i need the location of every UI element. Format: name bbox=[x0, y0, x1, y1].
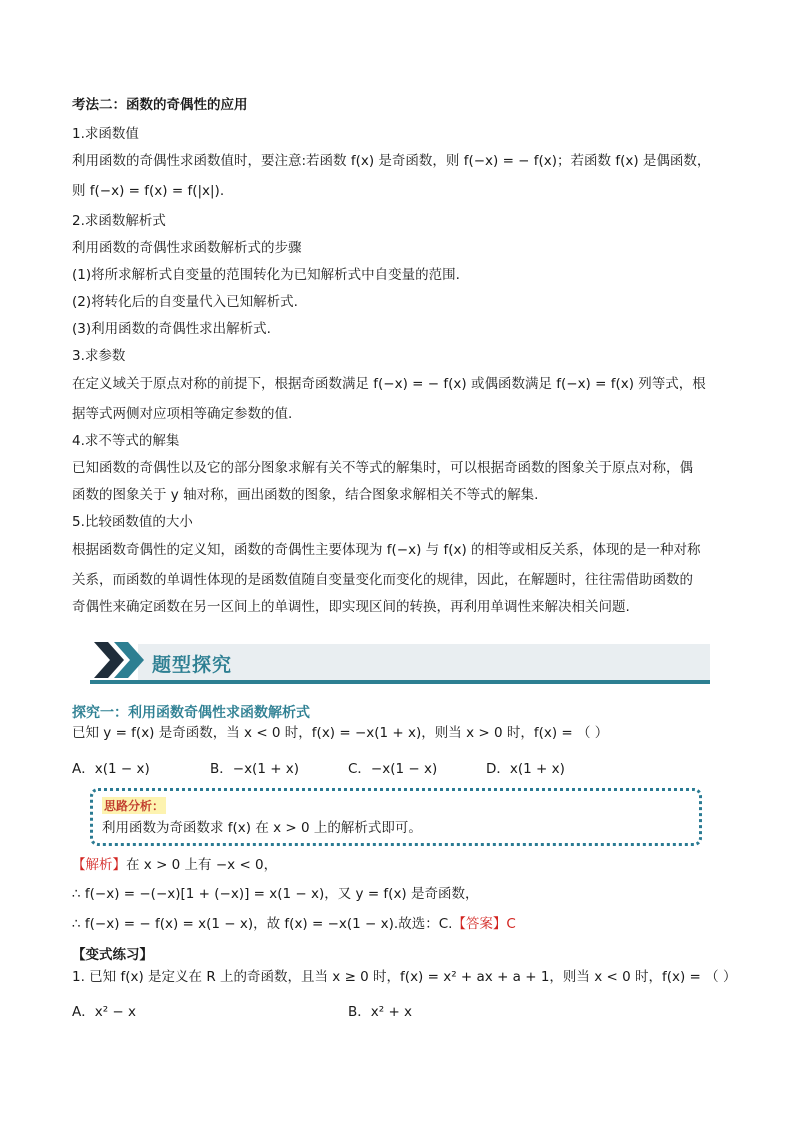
paragraph-3a: 在定义域关于原点对称的前提下，根据奇函数满足 f(−x) = − f(x) 或偶函数满足 f(−x) = f(x) 列等式，根 bbox=[72, 376, 706, 392]
variant-option-a: A．x² − x bbox=[72, 1004, 137, 1020]
variant-option-b: B．x² + x bbox=[348, 1004, 413, 1020]
paragraph-2d: (3)利用函数的奇偶性求出解析式. bbox=[72, 321, 271, 337]
paragraph-4b: 函数的图象关于 y 轴对称，画出函数的图象，结合图象求解相关不等式的解集. bbox=[72, 487, 539, 503]
solution-tag: 【解析】 bbox=[72, 857, 126, 873]
solution-line-1 bbox=[72, 855, 277, 875]
item-heading-4: 4.求不等式的解集 bbox=[72, 433, 180, 449]
answer-value: C bbox=[506, 916, 516, 932]
paragraph-1b: 则 f(−x) = f(x) = f(|x|). bbox=[72, 183, 225, 199]
hint-body: 利用函数为奇函数求 f(x) 在 x > 0 上的解析式即可。 bbox=[102, 820, 422, 836]
paragraph-3b: 据等式两侧对应项相等确定参数的值. bbox=[72, 406, 293, 422]
option-c: C．−x(1 − x) bbox=[348, 761, 438, 777]
answer-tag: 【答案】 bbox=[452, 916, 507, 932]
variant-question: 1. 已知 f(x) 是定义在 R 上的奇函数，且当 x ≥ 0 时，f(x) = x² + ax + a + 1，则当 x < 0 时，f(x) = （ ） bbox=[72, 969, 737, 985]
option-a: A．x(1 − x) bbox=[72, 761, 150, 777]
item-heading-3: 3.求参数 bbox=[72, 348, 126, 364]
option-d: D．x(1 + x) bbox=[486, 761, 565, 777]
paragraph-1a: 利用函数的奇偶性求函数值时，要注意:若函数 f(x) 是奇函数，则 f(−x) = − f(x)；若函数 f(x) 是偶函数， bbox=[72, 153, 711, 169]
paragraph-5c: 奇偶性来确定函数在另一区间上的单调性，即实现区间的转换，再利用单调性来解决相关问题. bbox=[72, 599, 630, 615]
item-heading-2: 2.求函数解析式 bbox=[72, 213, 166, 229]
banner-underline bbox=[90, 680, 710, 684]
paragraph-4a: 已知函数的奇偶性以及它的部分图象求解有关不等式的解集时，可以根据奇函数的图象关于原点对称，偶 bbox=[72, 460, 693, 476]
question-text: 已知 y = f(x) 是奇函数，当 x < 0 时，f(x) = −x(1 + x)，则当 x > 0 时，f(x) = （ ） bbox=[72, 725, 609, 741]
item-heading-5: 5.比较函数值的大小 bbox=[72, 514, 193, 530]
variant-title: 【变式练习】 bbox=[72, 947, 153, 963]
paragraph-2c: (2)将转化后的自变量代入已知解析式. bbox=[72, 294, 298, 310]
item-heading-1: 1.求函数值 bbox=[72, 126, 139, 142]
paragraph-2b: (1)将所求解析式自变量的范围转化为已知解析式中自变量的范围. bbox=[72, 267, 460, 283]
option-b: B．−x(1 + x) bbox=[210, 761, 300, 777]
solution-text-1: 在 x > 0 上有 −x < 0， bbox=[126, 857, 278, 873]
solution-line-2: ∴ f(−x) = −(−x)[1 + (−x)] = x(1 − x)，又 y = f(x) 是奇函数， bbox=[72, 886, 479, 902]
banner-title: 题型探究 bbox=[152, 654, 233, 676]
hint-title: 思路分析： bbox=[104, 799, 165, 813]
solution-text-3: ∴ f(−x) = − f(x) = x(1 − x)，故 f(x) = −x(1 − x).故选：C. bbox=[72, 916, 453, 932]
section-heading: 考法二：函数的奇偶性的应用 bbox=[72, 97, 248, 113]
probe-title: 探究一：利用函数奇偶性求函数解析式 bbox=[72, 705, 310, 721]
paragraph-2a: 利用函数的奇偶性求函数解析式的步骤 bbox=[72, 240, 302, 256]
paragraph-5b: 关系，而函数的单调性体现的是函数值随自变量变化而变化的规律，因此，在解题时，往往需借助函数的 bbox=[72, 572, 693, 588]
solution-line-3 bbox=[72, 914, 516, 934]
paragraph-5a: 根据函数奇偶性的定义知，函数的奇偶性主要体现为 f(−x) 与 f(x) 的相等或相反关系，体现的是一种对称 bbox=[72, 542, 701, 558]
